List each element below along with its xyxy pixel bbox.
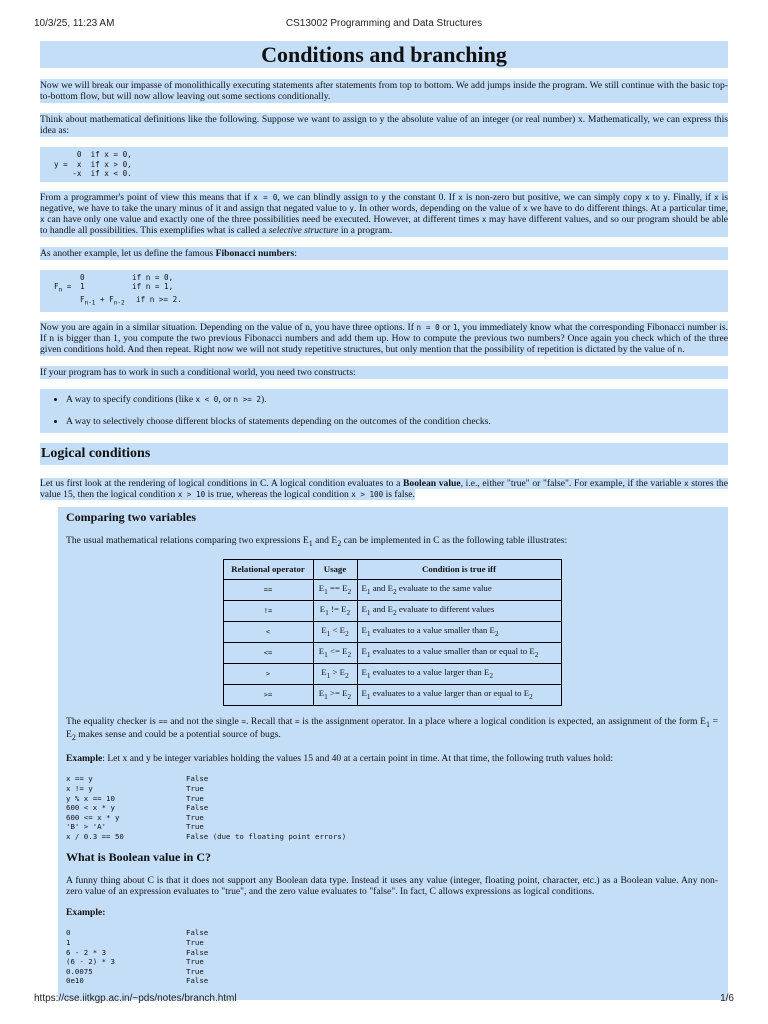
expression: y % x == 10 xyxy=(66,793,115,803)
abs-intro-paragraph: Think about mathematical definitions like the following. Suppose we want to assign to y the absolute value of an integer (or real number) x. Mathematically, we can express this idea as: xyxy=(40,114,728,136)
table-row xyxy=(223,600,561,621)
logical-conditions-paragraph: Let us first look at the rendering of logical conditions in C. A logical condition evaluates to a Boolean value, i.e., either "true" or "false". For example, if the variable x stores the value 15, then the logical condition x > 10 is true, whereas the logical condition x > 100 is false. xyxy=(40,477,728,500)
example-paragraph: Example: Let x and y be integer variables holding the values 15 and 40 at a certain point in time. At that time, the following truth values hold: xyxy=(66,753,613,765)
truth-value: False (due to floating point errors) xyxy=(186,831,347,841)
fibonacci-intro-paragraph: As another example, let us define the famous Fibonacci numbers: xyxy=(40,247,728,260)
table-row xyxy=(223,579,561,600)
table-header: Relational operator xyxy=(223,559,313,579)
usage-cell: $E_1 < E_2$ xyxy=(313,621,357,642)
print-url: https://cse.iitkgp.ac.in/~pds/notes/branch.html xyxy=(34,993,237,1004)
page-content xyxy=(40,41,728,1000)
list-item xyxy=(66,938,718,948)
programmer-view-paragraph: From a programmer's point of view this means that if x = 0, we can blindly assign to y the constant 0. If x is non-zero but positive, we can simply copy x to y. Finally, if x is negative, we have to take the unary minus of it and assign that negated value to y. In other words, depending on the value of x we have to do different things. At a particular time, x can have only one value and exactly one of the three possibilities need be executed. However, at different times x may have different values, and so our program should be able to handle all possibilities. This exemplifies what is called a selective structure in a program. xyxy=(40,191,729,236)
subsection-heading-boolean: What is Boolean value in C? xyxy=(66,850,212,865)
truth-value: False xyxy=(186,803,209,813)
print-header xyxy=(34,18,734,32)
expression: 6 - 2 * 3 xyxy=(66,947,107,957)
truth-value: False xyxy=(186,774,209,784)
table-header: Usage xyxy=(313,559,357,579)
list-item xyxy=(66,928,718,938)
operator-cell: >= xyxy=(223,684,313,705)
expression: 600 < x * y xyxy=(66,803,115,813)
truth-value: True xyxy=(186,822,204,832)
expression: x != y xyxy=(66,783,93,793)
subsection-heading-comparing: Comparing two variables xyxy=(66,509,196,524)
list-item xyxy=(66,832,718,842)
condition-cell: $E_1$ evaluates to a value smaller than $E_2$ xyxy=(357,621,561,642)
expression: 0.0075 xyxy=(66,966,93,976)
intro-paragraph: Now we will break our impasse of monolithically executing statements after statements from top to bottom. We add jumps inside the program. We still continue with the basic top-to-bottom flow, but will now allow leaving out some sections conditionally. xyxy=(40,80,728,102)
list-item xyxy=(66,948,718,958)
condition-cell: $E_1$ evaluates to a value larger than or equal to $E_2$ xyxy=(357,684,561,705)
usage-cell: $E_1$ != $E_2$ xyxy=(313,600,357,621)
usage-cell: $E_1 <= E_2$ xyxy=(313,642,357,663)
truth-value: True xyxy=(186,793,204,803)
truth-value: False xyxy=(186,947,209,957)
comparison-intro: The usual mathematical relations comparing two expressions $E_1$ and $E_2$ can be implemented in C as the following table illustrates: xyxy=(66,534,568,548)
truth-value: False xyxy=(186,928,209,938)
list-item xyxy=(66,784,718,794)
expression: x / 0.3 == 50 xyxy=(66,831,124,841)
options-paragraph: Now you are again in a similar situation. Depending on the value of n, you have three options. If n = 0 or 1, you immediately know what the corresponding Fibonacci number is. If n is bigger than 1, you compute the two previous Fibonacci numbers and add them up. How to compute the previous two numbers? Once again you check which of the three given conditions hold. And then repeat. Right now we will not study repetitive structures, but only mention that the possibility of repetition is dictated by the value of n. xyxy=(40,321,729,355)
print-doc-title: CS13002 Programming and Data Structures xyxy=(285,18,483,29)
expression: 0e10 xyxy=(66,976,84,986)
condition-cell: $E_1$ and $E_2$ evaluate to the same value xyxy=(357,579,561,600)
example2-label: Example: xyxy=(66,907,106,919)
equality-note: The equality checker is == and not the single =. Recall that = is the assignment operator. In a place where a logical condition is expected, an assignment of the form $E_1 = E_2$ makes sense and could be a potential source of bugs. xyxy=(66,715,719,743)
operator-cell: == xyxy=(223,579,313,600)
page-title: Conditions and branching xyxy=(40,41,728,68)
truth-value: True xyxy=(186,812,204,822)
truth-value: True xyxy=(186,938,204,948)
expression: 1 xyxy=(66,938,71,948)
usage-cell: $E_1 > E_2$ xyxy=(313,663,357,684)
expression: 600 <= x * y xyxy=(66,812,120,822)
print-datetime: 10/3/25, 11:23 AM xyxy=(34,18,115,29)
expression: (6 - 2) * 3 xyxy=(66,957,115,967)
usage-cell: $E_1 >= E_2$ xyxy=(313,684,357,705)
list-item xyxy=(66,967,718,977)
truth-value: True xyxy=(186,783,204,793)
condition-cell: $E_1$ evaluates to a value larger than $E_2$ xyxy=(357,663,561,684)
list-item xyxy=(66,813,718,823)
boolean-paragraph: A funny thing about C is that it does not support any Boolean data type. Instead it uses any value (integer, floating point, character, etc.) as a Boolean value. Any non-zero value of an expression evaluates to "true", and the zero value evaluates to "false". In fact, C allows expressions as logical conditions. xyxy=(66,875,718,898)
list-item xyxy=(66,774,718,784)
usage-cell: $E_1 == E_2$ xyxy=(313,579,357,600)
truth-value: True xyxy=(186,957,204,967)
operator-cell: <= xyxy=(223,642,313,663)
constructs-list xyxy=(40,389,728,433)
table-header: Condition is true iff xyxy=(357,559,561,579)
constructs-paragraph: If your program has to work in such a conditional world, you need two constructs: xyxy=(40,366,728,379)
list-item xyxy=(66,794,718,804)
fibonacci-definition-code: 0 if n = 0, $F_n$ = 1 if n = 1, $F_{n-1} + F_{n-2}$ if n >= 2. xyxy=(40,270,728,312)
list-item: • A way to specify conditions (like x < 0, or n >= 2). xyxy=(66,389,728,411)
print-page-number: 1/6 xyxy=(720,993,734,1004)
condition-cell: $E_1$ evaluates to a value smaller than or equal to $E_2$ xyxy=(357,642,561,663)
expression: 'B' > 'A' xyxy=(66,822,107,832)
table-row xyxy=(223,684,561,705)
expression: 0 xyxy=(66,928,71,938)
table-row xyxy=(223,621,561,642)
operator-cell: > xyxy=(223,663,313,684)
relational-operators-table xyxy=(223,559,562,706)
list-item xyxy=(66,957,718,967)
operator-cell: != xyxy=(223,600,313,621)
list-item xyxy=(66,803,718,813)
condition-cell: $E_1$ and $E_2$ evaluate to different values xyxy=(357,600,561,621)
abs-definition-code: 0 if x = 0, y = x if x > 0, -x if x < 0. xyxy=(40,147,728,182)
list-item: • A way to selectively choose different blocks of statements depending on the outcomes of the condition checks. xyxy=(66,411,728,433)
list-item xyxy=(66,976,718,986)
boolean-values-list xyxy=(66,928,718,986)
truth-value: False xyxy=(186,976,209,986)
section-heading-logical-conditions: Logical conditions xyxy=(40,443,728,465)
comparing-variables-box xyxy=(58,507,728,1000)
list-item xyxy=(66,822,718,832)
truth-value: True xyxy=(186,966,204,976)
expression: x == y xyxy=(66,774,93,784)
table-row xyxy=(223,663,561,684)
print-footer xyxy=(34,993,734,1007)
truth-values-list xyxy=(66,774,718,841)
table-row xyxy=(223,642,561,663)
operator-cell: < xyxy=(223,621,313,642)
